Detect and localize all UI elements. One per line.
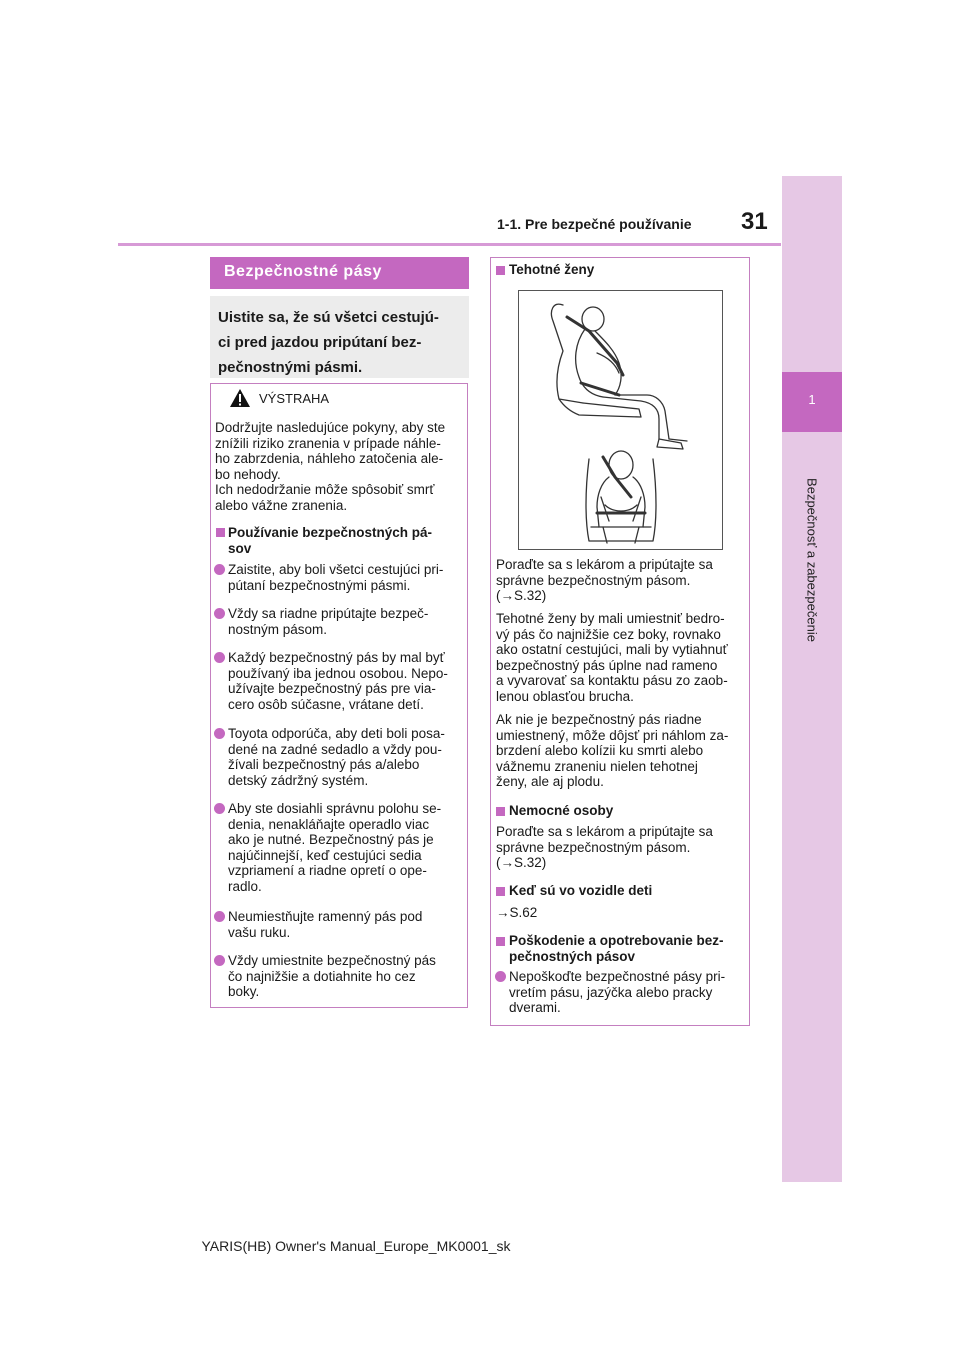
text-line: boky.: [228, 984, 260, 999]
chapter-number: 1: [808, 392, 816, 407]
round-bullet-icon: [495, 971, 506, 982]
text-line: Vždy sa riadne pripútajte bezpeč-: [228, 606, 429, 621]
round-bullet-icon: [214, 728, 225, 739]
page-reference-link[interactable]: (→S.32): [496, 588, 547, 603]
section-title: 1-1. Pre bezpečné používanie: [497, 216, 692, 232]
page-reference-link[interactable]: (→S.32): [496, 855, 547, 870]
intro-line: Uistite sa, že sú všetci cestujú-: [218, 309, 439, 326]
text-line: bezpečnostný pás úplne nad rameno: [496, 657, 718, 673]
text-line: dverami.: [509, 1000, 561, 1015]
text-line: správne bezpečnostným pásom.: [496, 839, 691, 855]
text-line: vašu ruku.: [228, 924, 291, 940]
text-line: Neumiestňujte ramenný pás pod: [228, 909, 423, 924]
warning-triangle-icon: [229, 388, 251, 408]
text-line: bo nehody.: [215, 466, 281, 482]
text-line: brzdení alebo kolízii ku smrti alebo: [496, 743, 704, 758]
text-line: Každý bezpečnostný pás by mal byť: [228, 650, 445, 665]
intro-line: pečnostnými pásmi.: [218, 359, 363, 376]
text-line: nostným pásom.: [228, 621, 328, 637]
round-bullet-icon: [214, 652, 225, 663]
text-line: ako je nutné. Bezpečnostný pás je: [228, 832, 434, 847]
square-bullet-icon: [496, 807, 505, 816]
square-bullet-icon: [496, 887, 505, 896]
text-line: detský zádržný systém.: [228, 772, 369, 788]
text-line: používaný iba jednou osobou. Nepo-: [228, 665, 448, 681]
pregnant-woman-seatbelt-icon: [519, 291, 722, 549]
ill-paragraph: [496, 824, 713, 871]
children-reference-link[interactable]: →S.62: [496, 905, 538, 920]
text-line: dené na zadné sedadlo a vždy pou-: [228, 741, 442, 757]
pregnant-paragraph-3: [496, 712, 728, 790]
text-line: ženy, ale aj plodu.: [496, 774, 604, 789]
text-line: alebo vážne zranenia.: [215, 497, 348, 513]
warning-label: VÝSTRAHA: [259, 391, 330, 406]
round-bullet-icon: [214, 955, 225, 966]
pregnant-heading: Tehotné ženy: [509, 262, 595, 277]
round-bullet-icon: [214, 608, 225, 619]
text-line: Poraďte sa s lekárom a pripútajte sa: [496, 557, 713, 572]
round-bullet-icon: [214, 564, 225, 575]
text-line: znížili riziko zranenia v prípade náhle-: [215, 435, 441, 451]
text-line: Dodržujte nasledujúce pokyny, aby ste: [215, 420, 446, 435]
chapter-label: Bezpečnosť a zabezpečenie: [804, 478, 820, 642]
topic-title: Bezpečnostné pásy: [224, 263, 382, 280]
list-item: [228, 953, 436, 1000]
text-line: pečnostných pásov: [509, 948, 636, 964]
text-line: Poraďte sa s lekárom a pripútajte sa: [496, 824, 713, 839]
text-line: a vyvarovať sa kontaktu pásu zo zaob-: [496, 673, 728, 688]
warning-intro: [215, 420, 445, 513]
text-line: ho zabrzdenia, náhleho zatočenia ale-: [215, 451, 444, 466]
list-item: [228, 562, 443, 593]
text-line: správne bezpečnostným pásom.: [496, 572, 691, 588]
round-bullet-icon: [214, 911, 225, 922]
chapter-side-tab: [782, 176, 842, 1182]
topic-title-banner: [210, 257, 469, 289]
pregnant-paragraph-2: [496, 611, 728, 704]
square-bullet-icon: [496, 266, 505, 275]
warning-heading: [228, 525, 432, 556]
text-line: vý pás čo najnižšie cez boky, rovnako: [496, 626, 721, 642]
text-line: cero osôb súčasne, vrátane detí.: [228, 696, 424, 712]
text-line: umiestnený, môže dôjsť pri náhlom za-: [496, 727, 729, 743]
intro-line: ci pred jazdou pripútaní bez-: [218, 334, 422, 351]
text-line: žívali bezpečnostný pás a/alebo: [228, 757, 420, 772]
text-line: Ak nie je bezpečnostný pás riadne: [496, 712, 702, 727]
text-line: vzpriamení a riadne opretí o ope-: [228, 863, 427, 878]
text-line: denia, nenakláňajte operadlo viac: [228, 816, 430, 832]
ill-heading: Nemocné osoby: [509, 803, 614, 818]
text-line: čo najnižšie a dotiahnite ho cez: [228, 968, 416, 984]
children-heading: Keď sú vo vozidle deti: [509, 883, 653, 898]
text-line: ako ostatní cestujúci, mali by vytiahnuť: [496, 642, 728, 657]
text-line: vretím pásu, jazýčka alebo pracky: [509, 984, 713, 1000]
header-rule: [118, 243, 781, 246]
list-item: [228, 909, 422, 940]
square-bullet-icon: [496, 937, 505, 946]
text-line: Zaistite, aby boli všetci cestujúci pri-: [228, 562, 444, 577]
round-bullet-icon: [214, 803, 225, 814]
text-line: Používanie bezpečnostných pá-: [228, 525, 433, 540]
text-line: vážnemu zraneniu nielen tehotnej: [496, 758, 698, 774]
footer-text: YARIS(HB) Owner's Manual_Europe_MK0001_sk: [201, 1238, 511, 1254]
list-item: [228, 726, 445, 788]
text-line: Ich nedodržanie môže spôsobiť smrť: [215, 482, 435, 497]
text-line: lenou oblasťou brucha.: [496, 688, 634, 704]
text-line: pútaní bezpečnostnými pásmi.: [228, 577, 411, 593]
page-number: 31: [741, 208, 768, 235]
text-line: sov: [228, 540, 252, 556]
damage-heading: [509, 933, 724, 964]
list-item: [228, 606, 428, 637]
text-line: Poškodenie a opotrebovanie bez-: [509, 933, 724, 948]
text-line: Aby ste dosiahli správnu polohu se-: [228, 801, 442, 816]
intro-text: [218, 305, 463, 380]
pregnant-paragraph-1: [496, 557, 713, 604]
list-item: [228, 801, 441, 894]
text-line: radlo.: [228, 878, 262, 894]
text-line: Nepoškoďte bezpečnostné pásy pri-: [509, 969, 726, 984]
list-item: [509, 969, 725, 1016]
seatbelt-illustration: [518, 290, 723, 550]
text-line: Toyota odporúča, aby deti boli posa-: [228, 726, 445, 741]
text-line: Tehotné ženy by mali umiestniť bedro-: [496, 611, 725, 626]
footer: [0, 1238, 960, 1254]
square-bullet-icon: [216, 528, 225, 537]
text-line: Vždy umiestnite bezpečnostný pás: [228, 953, 436, 968]
text-line: užívajte bezpečnostný pás pre via-: [228, 681, 436, 696]
list-item: [228, 650, 448, 712]
text-line: najúčinnejší, keď cestujúci sedia: [228, 847, 422, 863]
